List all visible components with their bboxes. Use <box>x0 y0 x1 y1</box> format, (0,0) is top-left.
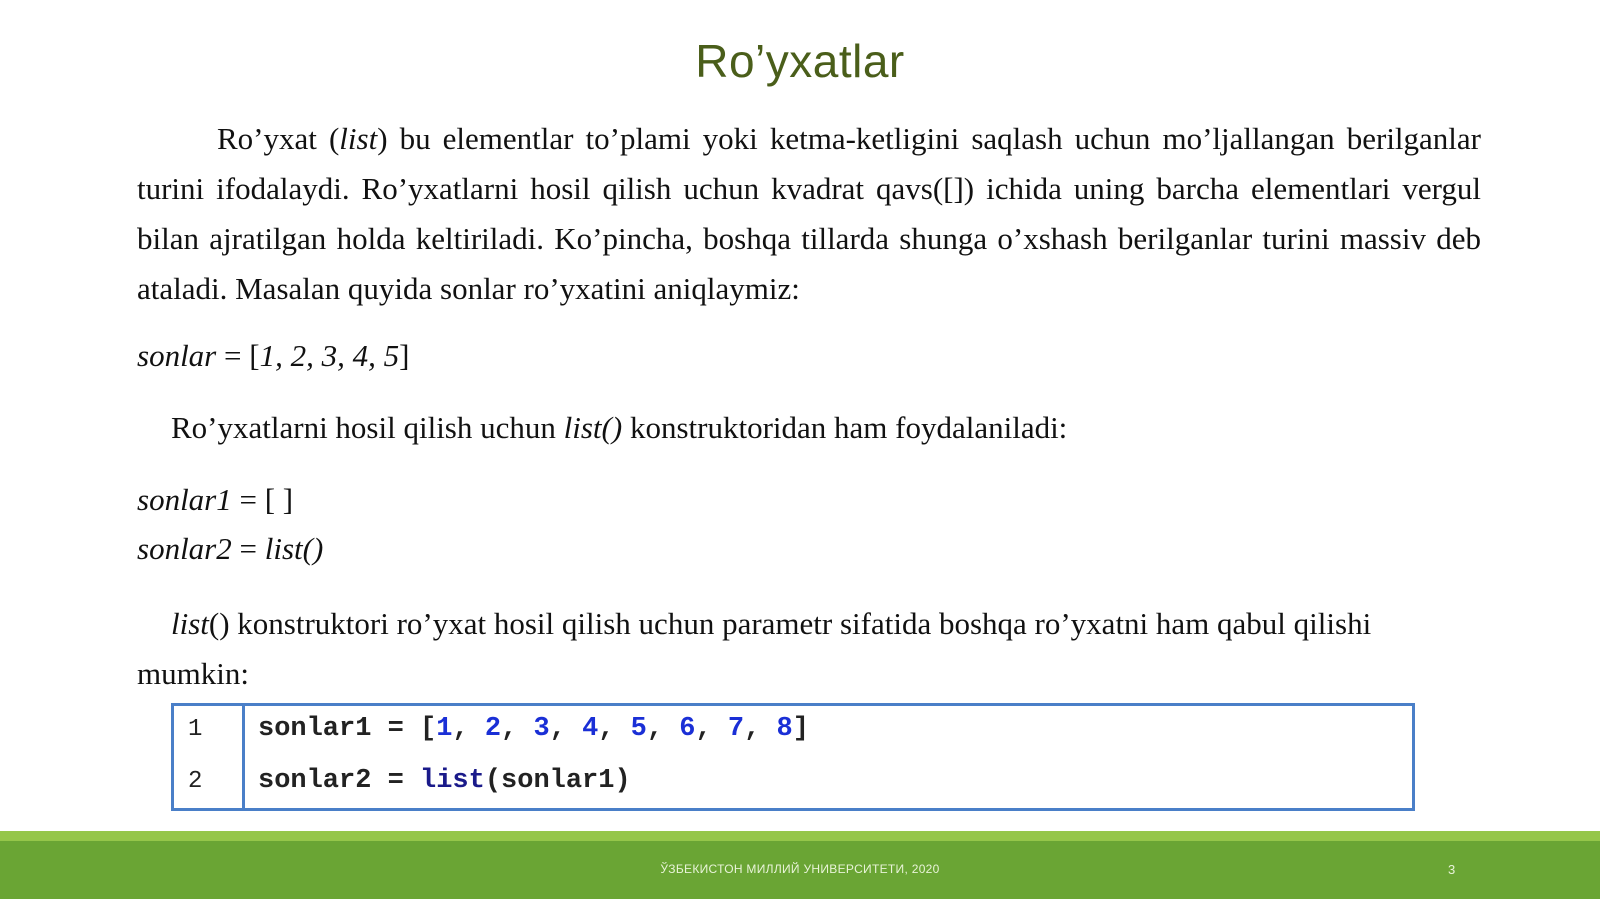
footer-text: ЎЗБЕКИСТОН МИЛЛИЙ УНИВЕРСИТЕТИ, 2020 <box>660 862 940 876</box>
code-example-sonlar: sonlar = [1, 2, 3, 4, 5] <box>137 338 410 373</box>
code-example-sonlar1: sonlar1 = [ ] <box>137 482 294 517</box>
line-number: 2 <box>188 768 203 795</box>
line-number-gutter <box>174 706 245 808</box>
page-number: 3 <box>1448 862 1456 877</box>
code-line-1: sonlar1 = [1, 2, 3, 4, 5, 6, 7, 8] <box>258 714 809 744</box>
line-number: 1 <box>188 716 203 743</box>
paragraph-list-definition: Ro’yxat (list) bu elementlar to’plami yoki ketma-ketligini saqlash uchun mo’ljallangan berilganlar turini ifodalaydi. Ro’yxatlarni hosil qilish uchun kvadrat qavs([]) ichida uning barcha elementlari vergul bilan ajratilgan holda keltiriladi. Ko’pincha, boshqa tillarda shunga o’xshash berilganlar turini massiv deb ataladi. Masalan quyida sonlar ro’yxatini aniqlaymiz: <box>137 121 1481 306</box>
slide-title: Ro’yxatlar <box>695 35 905 87</box>
footer-accent-strip <box>0 831 1600 841</box>
code-example-sonlar2: sonlar2 = list() <box>137 531 324 566</box>
code-block <box>171 703 1415 811</box>
paragraph-list-parameter: list() konstruktori ro’yxat hosil qilish uchun parametr sifatida boshqa ro’yxatni ham qabul qilishi mumkin: <box>137 606 1372 691</box>
code-line-2: sonlar2 = list(sonlar1) <box>258 766 631 796</box>
paragraph-list-constructor: Ro’yxatlarni hosil qilish uchun list() konstruktoridan ham foydalaniladi: <box>171 410 1068 445</box>
